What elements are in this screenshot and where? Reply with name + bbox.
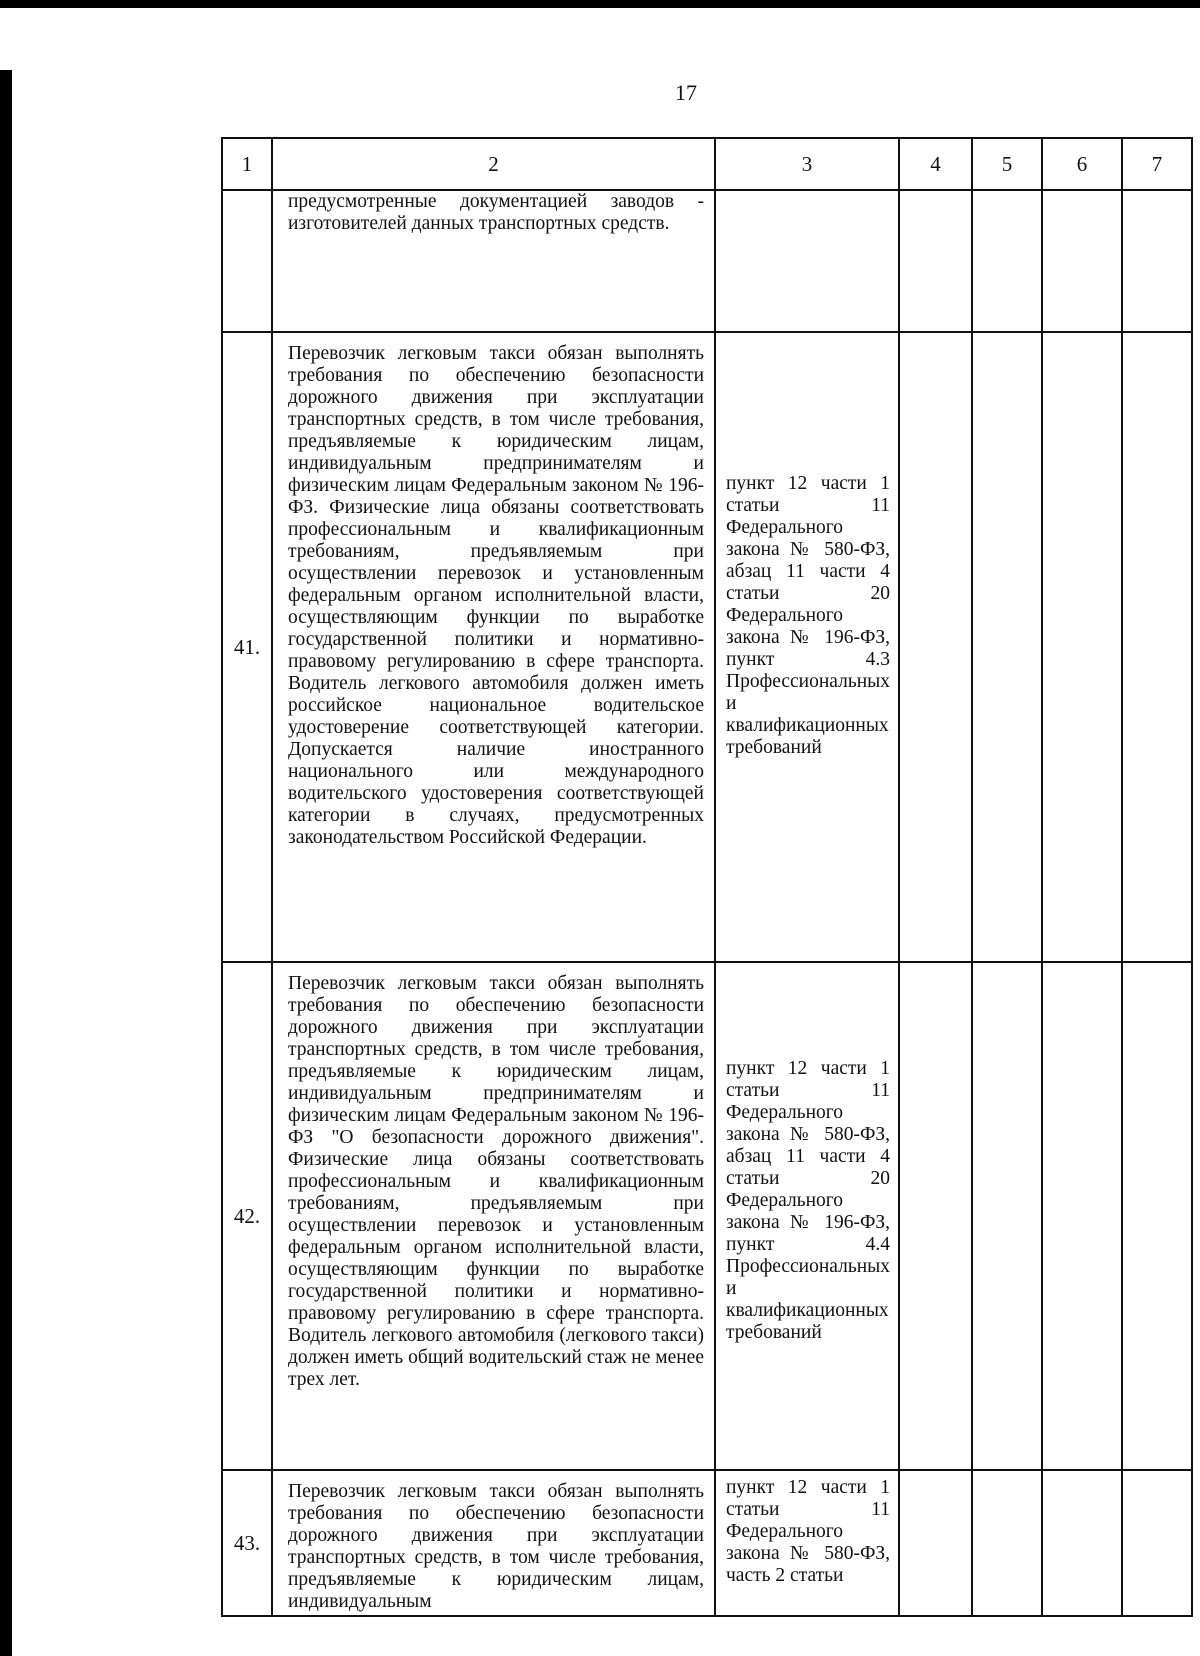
legal-basis [715,190,899,332]
cell-col6 [1042,332,1122,962]
cell-col7 [1122,1470,1192,1616]
scan-edge-top [0,0,1200,8]
cell-col4 [899,190,972,332]
row-number: 41. [222,332,272,962]
legal-basis: пункт 12 части 1 статьи 11 Федерального закона № 580-ФЗ, абзац 11 части 4 статьи 20 Федерального закона № 196-ФЗ, пункт 4.4 Профессиональных и квалификационных требований [715,962,899,1470]
column-header-4: 4 [899,138,972,190]
column-header-7: 7 [1122,138,1192,190]
table-row [222,1470,1192,1616]
cell-col5 [972,190,1042,332]
cell-col6 [1042,1470,1122,1616]
column-header-2: 2 [272,138,715,190]
requirement-text: Перевозчик легковым такси обязан выполнять требования по обеспечению безопасности дорожного движения при эксплуатации транспортных средств, в том числе требования, предъявляемые к юридическим лицам, индивидуальным предпринимателям и физическим лицам Федеральным законом № 196-ФЗ. Физические лица обязаны соответствовать профессиональным и квалификационным требованиям, предъявляемым при осуществлении перевозок и установленным федеральным органом исполнительной власти, осуществляющим функции по выработке государственной политики и нормативно-правовому регулированию в сфере транспорта. Водитель легкового автомобиля должен иметь российское национальное водительское удостоверение соответствующей категории. Допускается наличие иностранного национального или международного водительского удостоверения соответствующей категории в случаях, предусмотренных законодательством Российской Федерации. [272,332,715,962]
cell-col5 [972,962,1042,1470]
cell-col7 [1122,332,1192,962]
legal-basis: пункт 12 части 1 статьи 11 Федерального закона № 580-ФЗ, часть 2 статьи [715,1470,899,1616]
row-number: 42. [222,962,272,1470]
requirements-table [221,137,1193,1617]
scan-edge-left [0,70,12,1656]
page-number: 17 [675,80,697,105]
cell-col5 [972,1470,1042,1616]
requirement-text: предусмотренные документацией заводов - изготовителей данных транспортных средств. [272,190,715,332]
cell-col7 [1122,190,1192,332]
column-header-3: 3 [715,138,899,190]
table-header-row [222,138,1192,190]
cell-col5 [972,332,1042,962]
cell-col4 [899,332,972,962]
table-row [222,332,1192,962]
row-number: 43. [222,1470,272,1616]
column-header-5: 5 [972,138,1042,190]
legal-basis: пункт 12 части 1 статьи 11 Федерального закона № 580-ФЗ, абзац 11 части 4 статьи 20 Федерального закона № 196-ФЗ, пункт 4.3 Профессиональных и квалификационных требований [715,332,899,962]
requirement-text: Перевозчик легковым такси обязан выполнять требования по обеспечению безопасности дорожного движения при эксплуатации транспортных средств, в том числе требования, предъявляемые к юридическим лицам, индивидуальным [272,1470,715,1616]
cell-col6 [1042,962,1122,1470]
cell-col7 [1122,962,1192,1470]
cell-col4 [899,1470,972,1616]
requirement-text: Перевозчик легковым такси обязан выполнять требования по обеспечению безопасности дорожного движения при эксплуатации транспортных средств, в том числе требования, предъявляемые к юридическим лицам, индивидуальным предпринимателям и физическим лицам Федеральным законом № 196-ФЗ "О безопасности дорожного движения". Физические лица обязаны соответствовать профессиональным и квалификационным требованиям, предъявляемым при осуществлении перевозок и установленным федеральным органом исполнительной власти, осуществляющим функции по выработке государственной политики и нормативно-правовому регулированию в сфере транспорта. Водитель легкового автомобиля (легкового такси) должен иметь общий водительский стаж не менее трех лет. [272,962,715,1470]
row-number [222,190,272,332]
column-header-6: 6 [1042,138,1122,190]
table-row [222,962,1192,1470]
table-row [222,190,1192,332]
column-header-1: 1 [222,138,272,190]
cell-col6 [1042,190,1122,332]
cell-col4 [899,962,972,1470]
